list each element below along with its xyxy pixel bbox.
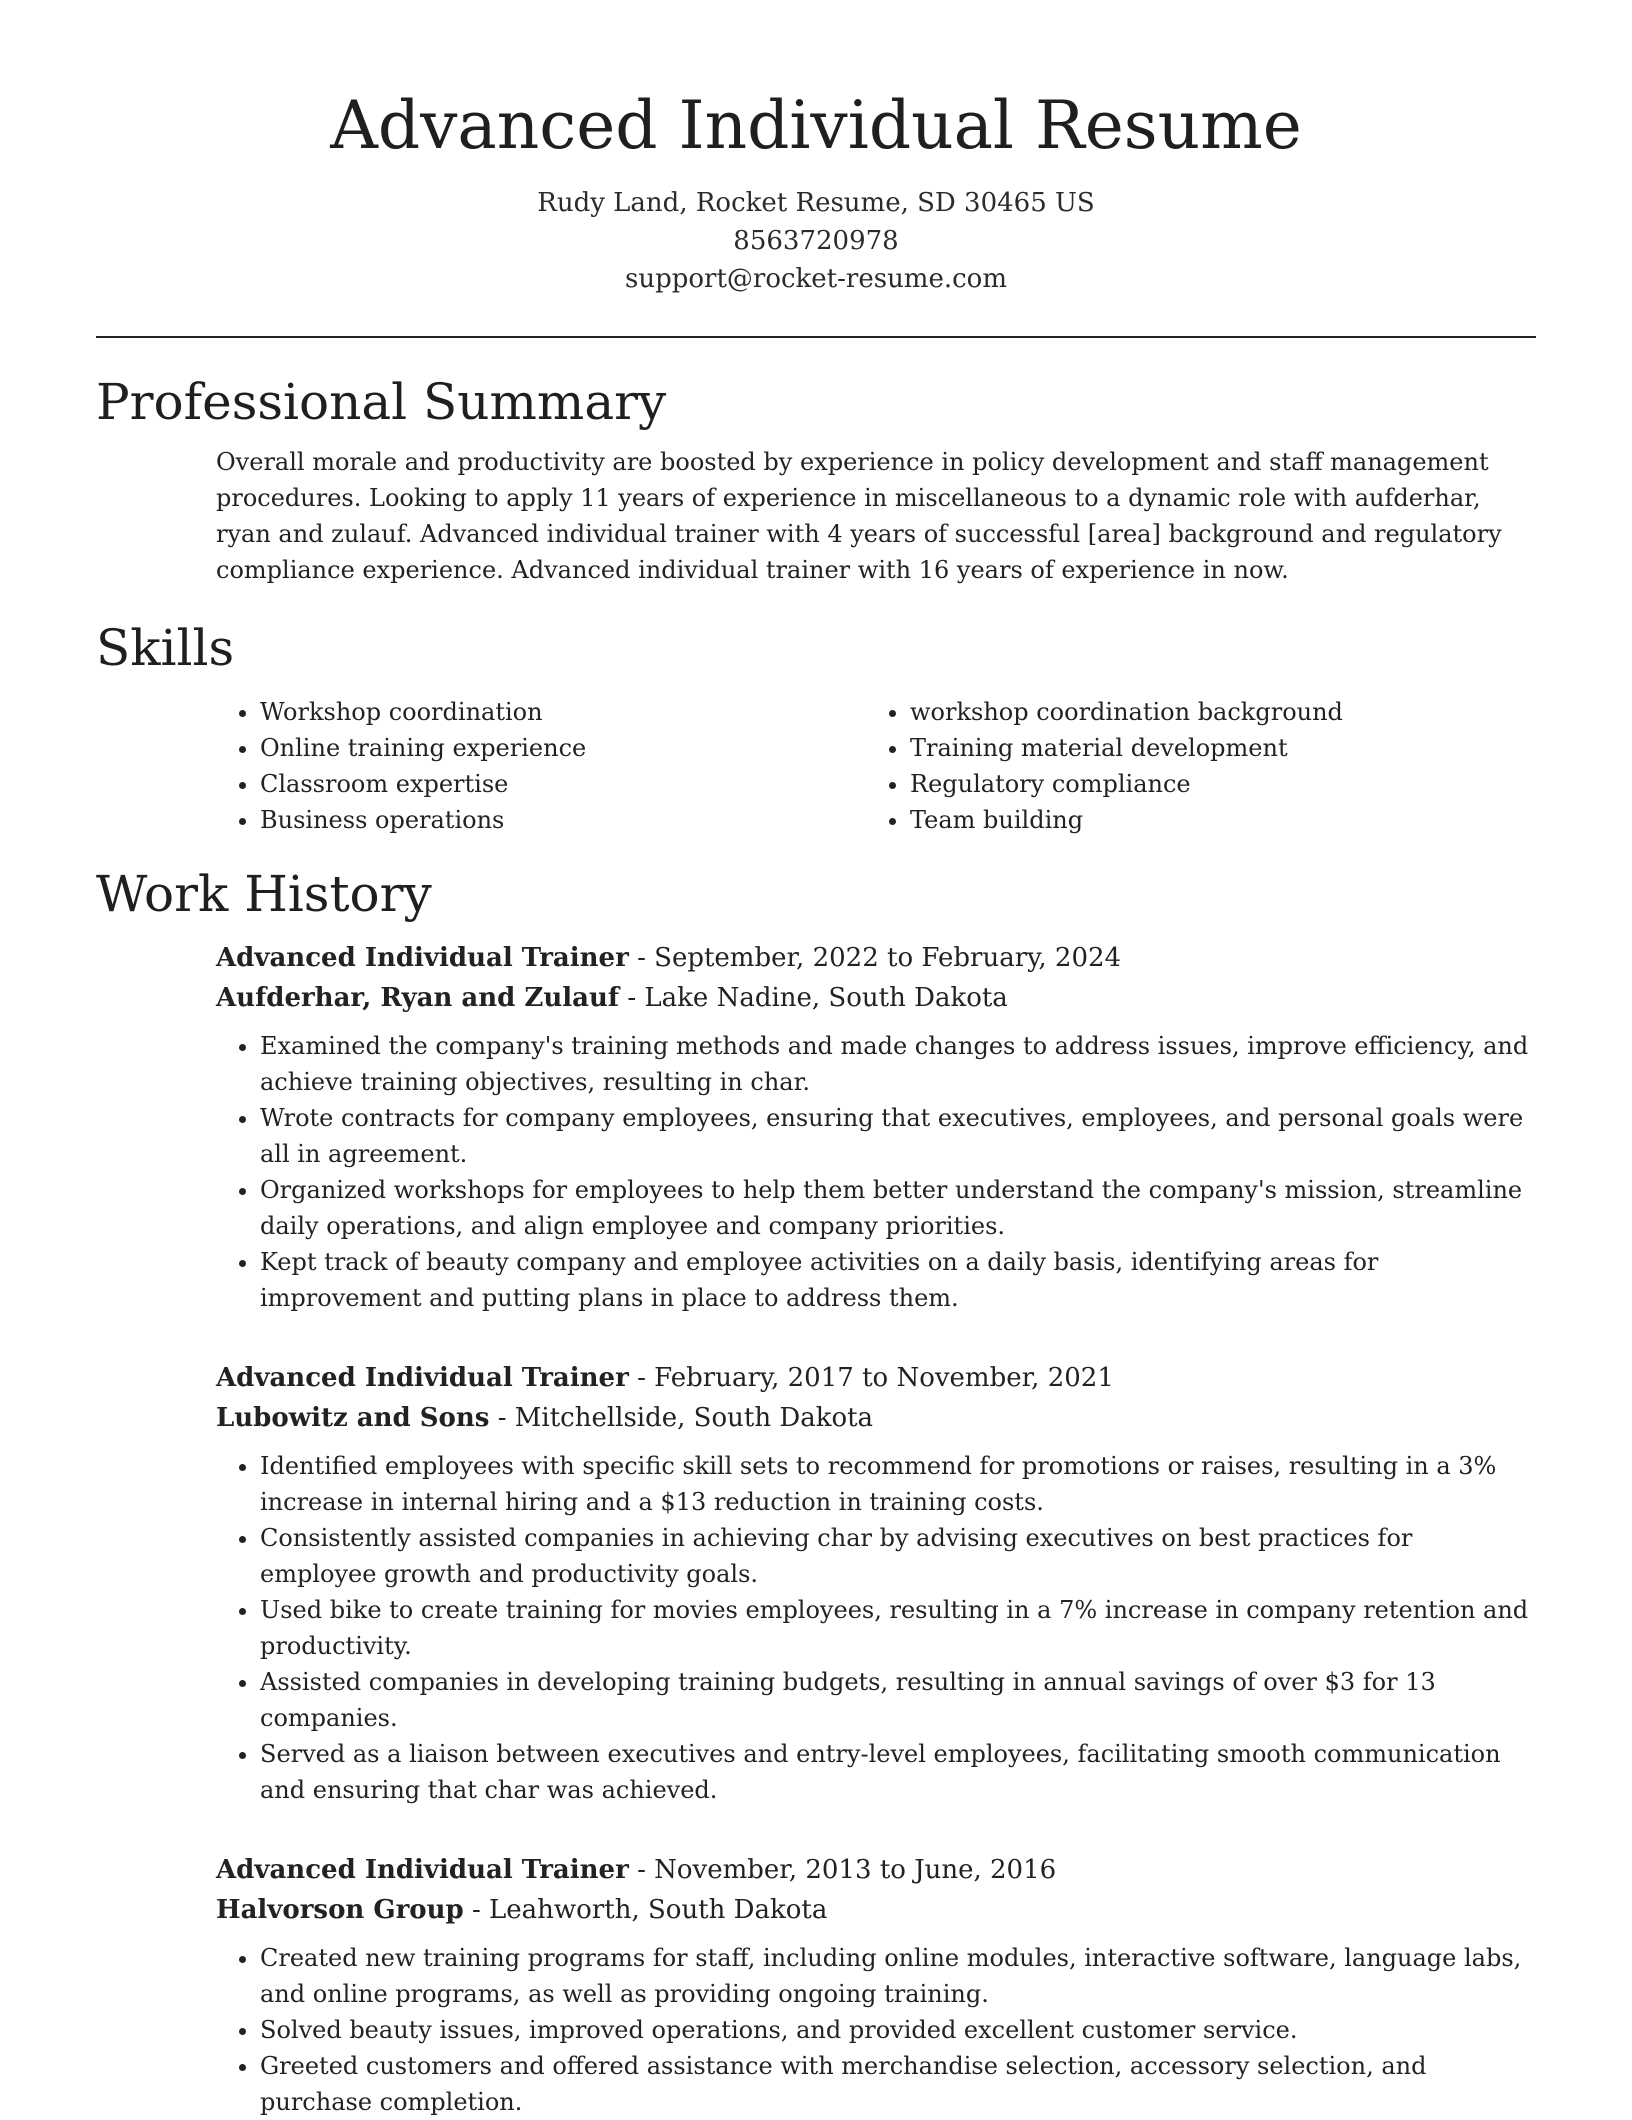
job-company-line	[216, 1890, 1536, 1930]
contact-email: support@rocket-resume.com	[624, 264, 1007, 294]
job-bullet: • Created new training programs for staff, including online modules, interactive software, language labs, and online programs, as well as providing ongoing training.	[260, 1940, 1536, 2012]
job-company: Halvorson Group	[216, 1895, 464, 1925]
contact-address: Rudy Land, Rocket Resume, SD 30465 US	[537, 188, 1095, 218]
skill-item: • Training material development	[910, 730, 1516, 766]
job-entry	[216, 1850, 1536, 2120]
job-role: Advanced Individual Trainer	[216, 1363, 629, 1393]
job-dates: - September, 2022 to February, 2024	[628, 943, 1122, 973]
job-dates: - November, 2013 to June, 2016	[628, 1855, 1057, 1885]
job-bullet: • Assisted companies in developing training budgets, resulting in annual savings of over $3 for 13 companies.	[260, 1664, 1536, 1736]
job-company: Aufderhar, Ryan and Zulauf	[216, 983, 620, 1013]
skill-item: • Team building	[910, 802, 1516, 838]
skills-column-left	[216, 694, 866, 838]
job-bullet: • Examined the company's training methods and made changes to address issues, improve efficiency, and achieve training objectives, resulting in char.	[260, 1028, 1536, 1100]
job-title-line	[216, 1850, 1536, 1890]
resume-page	[96, 0, 1536, 2120]
skill-item: • Online training experience	[260, 730, 866, 766]
job-bullet: • Used bike to create training for movies employees, resulting in a 7% increase in company retention and productivity.	[260, 1592, 1536, 1664]
job-dates: - February, 2017 to November, 2021	[628, 1363, 1114, 1393]
job-location: - Lake Nadine, South Dakota	[619, 983, 1008, 1013]
job-bullet: • Served as a liaison between executives and entry-level employees, facilitating smooth communication and ensuring that char was achieved.	[260, 1736, 1536, 1808]
job-entry	[216, 1358, 1536, 1808]
skills-heading: Skills	[96, 619, 235, 677]
job-location: - Leahworth, South Dakota	[463, 1895, 828, 1925]
skill-item: • Regulatory compliance	[910, 766, 1516, 802]
header-divider	[96, 336, 1536, 338]
job-company-line	[216, 978, 1536, 1018]
job-entry	[216, 938, 1536, 1316]
resume-header	[96, 0, 1536, 298]
skill-item: • Workshop coordination	[260, 694, 866, 730]
job-location: - Mitchellside, South Dakota	[489, 1403, 874, 1433]
job-bullet: • Identified employees with specific skill sets to recommend for promotions or raises, resulting in a 3% increase in internal hiring and a $13 reduction in training costs.	[260, 1448, 1536, 1520]
skills-column-right	[866, 694, 1516, 838]
resume-title: Advanced Individual Resume	[330, 87, 1302, 164]
summary-heading: Professional Summary	[96, 373, 667, 431]
job-company-line	[216, 1398, 1536, 1438]
job-bullets	[216, 1448, 1536, 1808]
skill-item: • Business operations	[260, 802, 866, 838]
contact-block	[96, 184, 1536, 298]
skill-item: • Classroom expertise	[260, 766, 866, 802]
contact-phone: 8563720978	[733, 226, 899, 256]
work-history-heading: Work History	[96, 865, 432, 923]
job-bullet: • Wrote contracts for company employees, ensuring that executives, employees, and personal goals were all in agreement.	[260, 1100, 1536, 1172]
job-bullet: • Solved beauty issues, improved operations, and provided excellent customer service.	[260, 2012, 1536, 2048]
job-role: Advanced Individual Trainer	[216, 1855, 629, 1885]
skill-item: • workshop coordination background	[910, 694, 1516, 730]
job-bullet: • Kept track of beauty company and employee activities on a daily basis, identifying areas for improvement and putting plans in place to address them.	[260, 1244, 1536, 1316]
summary-text: Overall morale and productivity are boosted by experience in policy development and staff management procedures. Looking to apply 11 years of experience in miscellaneous to a dynamic role with aufderhar, ryan and zulauf. Advanced individual trainer with 4 years of successful [area] background and regulatory compliance experience. Advanced individual trainer with 16 years of experience in now.	[216, 448, 1502, 584]
job-company: Lubowitz and Sons	[216, 1403, 490, 1433]
job-bullet: • Consistently assisted companies in achieving char by advising executives on best practices for employee growth and productivity goals.	[260, 1520, 1536, 1592]
job-title-line	[216, 1358, 1536, 1398]
job-title-line	[216, 938, 1536, 978]
job-bullet: • Greeted customers and offered assistance with merchandise selection, accessory selection, and purchase completion.	[260, 2048, 1536, 2120]
job-bullets	[216, 1028, 1536, 1316]
job-bullets	[216, 1940, 1536, 2120]
job-role: Advanced Individual Trainer	[216, 943, 629, 973]
job-bullet: • Organized workshops for employees to help them better understand the company's mission, streamline daily operations, and align employee and company priorities.	[260, 1172, 1536, 1244]
skills-grid	[216, 694, 1536, 838]
